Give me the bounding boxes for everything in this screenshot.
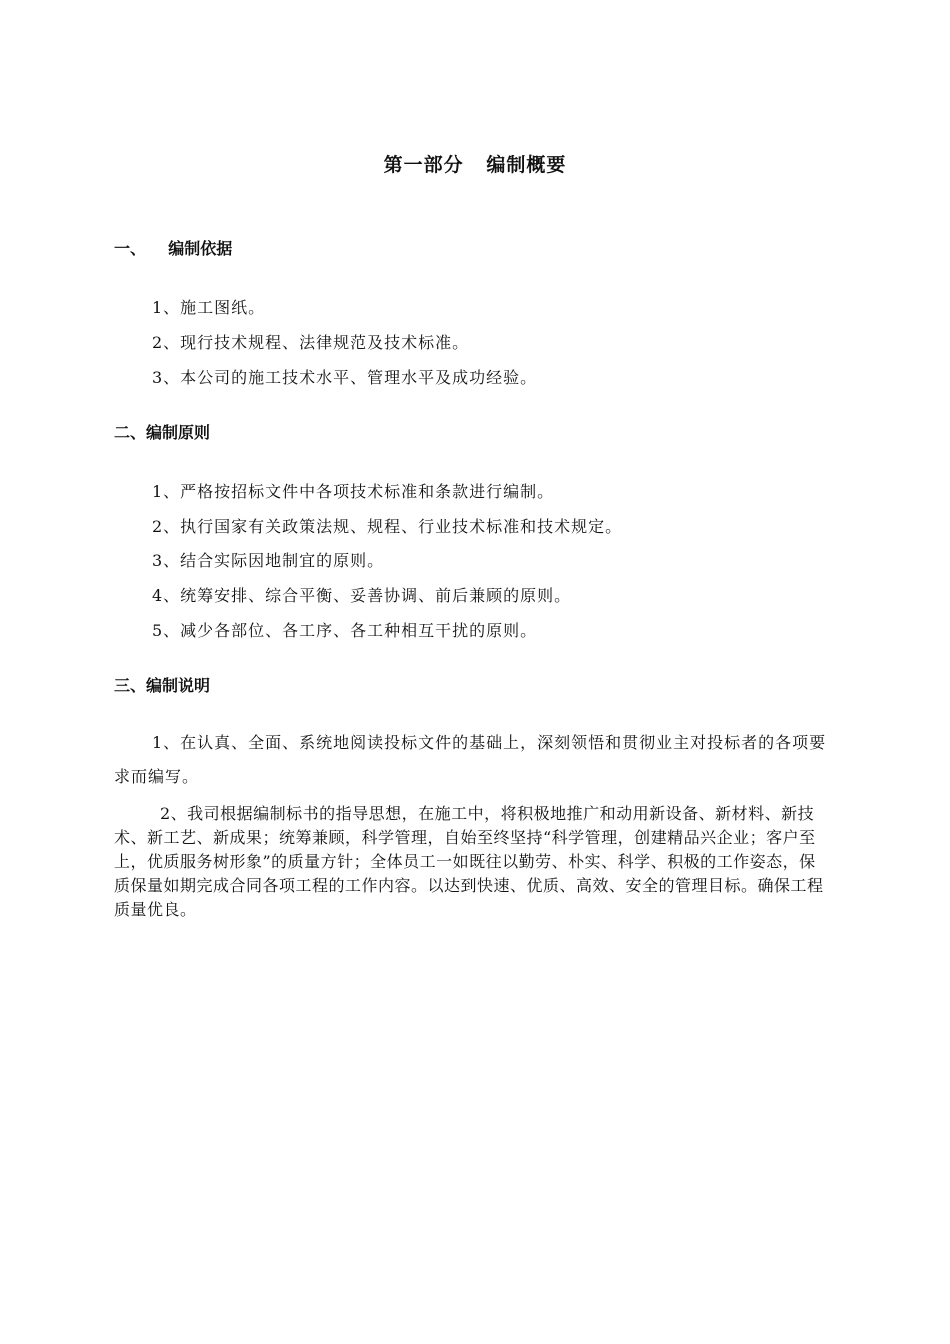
section-heading-notes: 三、编制说明 <box>114 676 211 695</box>
list-item: 3、本公司的施工技术水平、管理水平及成功经验。 <box>152 368 538 387</box>
list-item: 3、结合实际因地制宜的原则。 <box>152 551 385 570</box>
paragraph-1: 1、在认真、全面、系统地阅读投标文件的基础上，深刻领悟和贯彻业主对投标者的各项要求而编写。 <box>114 733 827 786</box>
paragraph-2: 2、我司根据编制标书的指导思想，在施工中，将积极地推广和动用新设备、新材料、新技术、新工艺、新成果；统筹兼顾，科学管理，自始至终坚持“科学管理，创建精品兴企业；客户至上，优质服务树形象”的质量方针；全体员工一如既往以勤劳、朴实、科学、积极的工作姿态，保质保量如期完成合同各项工程的工作内容。以达到快速、优质、高效、安全的管理目标。确保工程质量优良。 <box>114 804 824 919</box>
page-title: 第一部分 编制概要 <box>383 154 567 176</box>
section-heading-principles: 二、编制原则 <box>114 423 211 442</box>
list-item: 5、减少各部位、各工序、各工种相互干扰的原则。 <box>152 621 538 640</box>
list-item: 2、执行国家有关政策法规、规程、行业技术标准和技术规定。 <box>152 517 623 536</box>
list-item: 4、统筹安排、综合平衡、妥善协调、前后兼顾的原则。 <box>152 586 572 605</box>
list-item: 1、严格按招标文件中各项技术标准和条款进行编制。 <box>152 482 555 501</box>
list-item: 1、施工图纸。 <box>152 298 266 317</box>
section-heading-basis: 一、 编制依据 <box>114 239 233 258</box>
list-item: 2、现行技术规程、法律规范及技术标准。 <box>152 333 470 352</box>
